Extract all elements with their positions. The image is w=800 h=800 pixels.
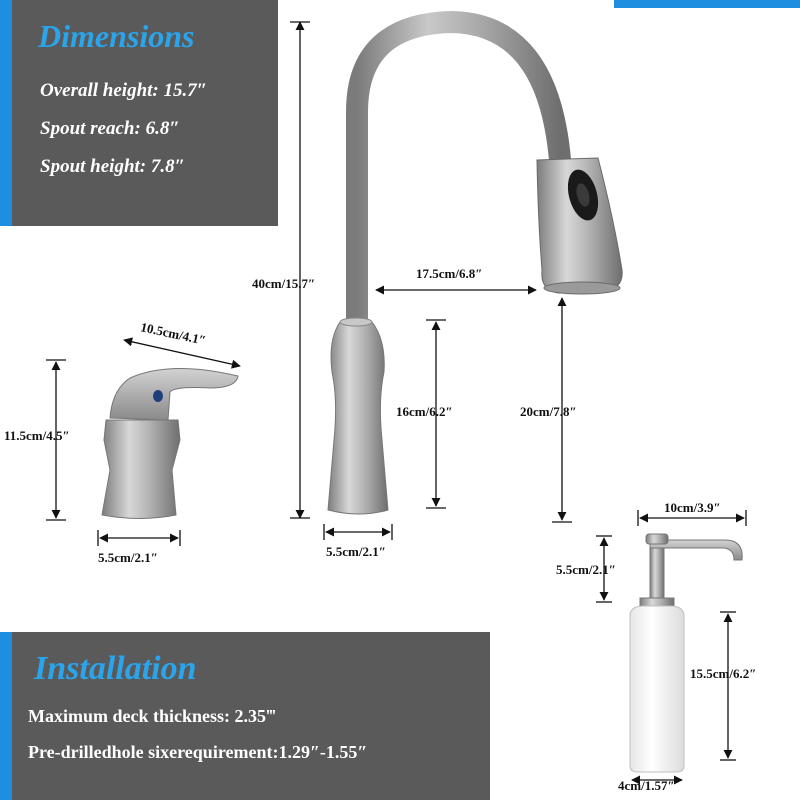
spec-overall-height: Overall height: 15.7″ xyxy=(40,80,208,101)
label-handle-base: 5.5cm/2.1″ xyxy=(98,550,158,565)
label-pump-width: 10cm/3.9″ xyxy=(664,500,721,515)
label-pump-height: 5.5cm/2.1″ xyxy=(556,562,616,577)
spec-spout-height: Spout height: 7.8″ xyxy=(40,156,186,177)
soap-dispenser xyxy=(630,534,742,772)
label-bottle-height: 15.5cm/6.2″ xyxy=(690,666,757,681)
dimensions-title: Dimensions xyxy=(38,18,195,54)
spec-hole-size: Pre-drilledhole sixerequirement:1.29″-1.55″ xyxy=(28,742,368,762)
label-faucet-height: 40cm/15.7″ xyxy=(252,276,316,291)
label-body-height: 16cm/6.2″ xyxy=(396,404,453,419)
spec-spout-reach: Spout reach: 6.8″ xyxy=(40,118,180,139)
label-faucet-base: 5.5cm/2.1″ xyxy=(326,544,386,559)
label-spout-reach: 17.5cm/6.8″ xyxy=(416,266,483,281)
label-handle-height: 11.5cm/4.5″ xyxy=(4,428,70,443)
label-handle-width: 10.5cm/4.1″ xyxy=(139,319,208,348)
label-spout-height: 20cm/7.8″ xyxy=(520,404,577,419)
label-bottle-width: 4cm/1.57″ xyxy=(618,778,675,793)
spec-deck-thickness: Maximum deck thickness: 2.35‴ xyxy=(28,706,276,726)
installation-title: Installation xyxy=(34,650,197,687)
side-handle xyxy=(102,368,238,518)
